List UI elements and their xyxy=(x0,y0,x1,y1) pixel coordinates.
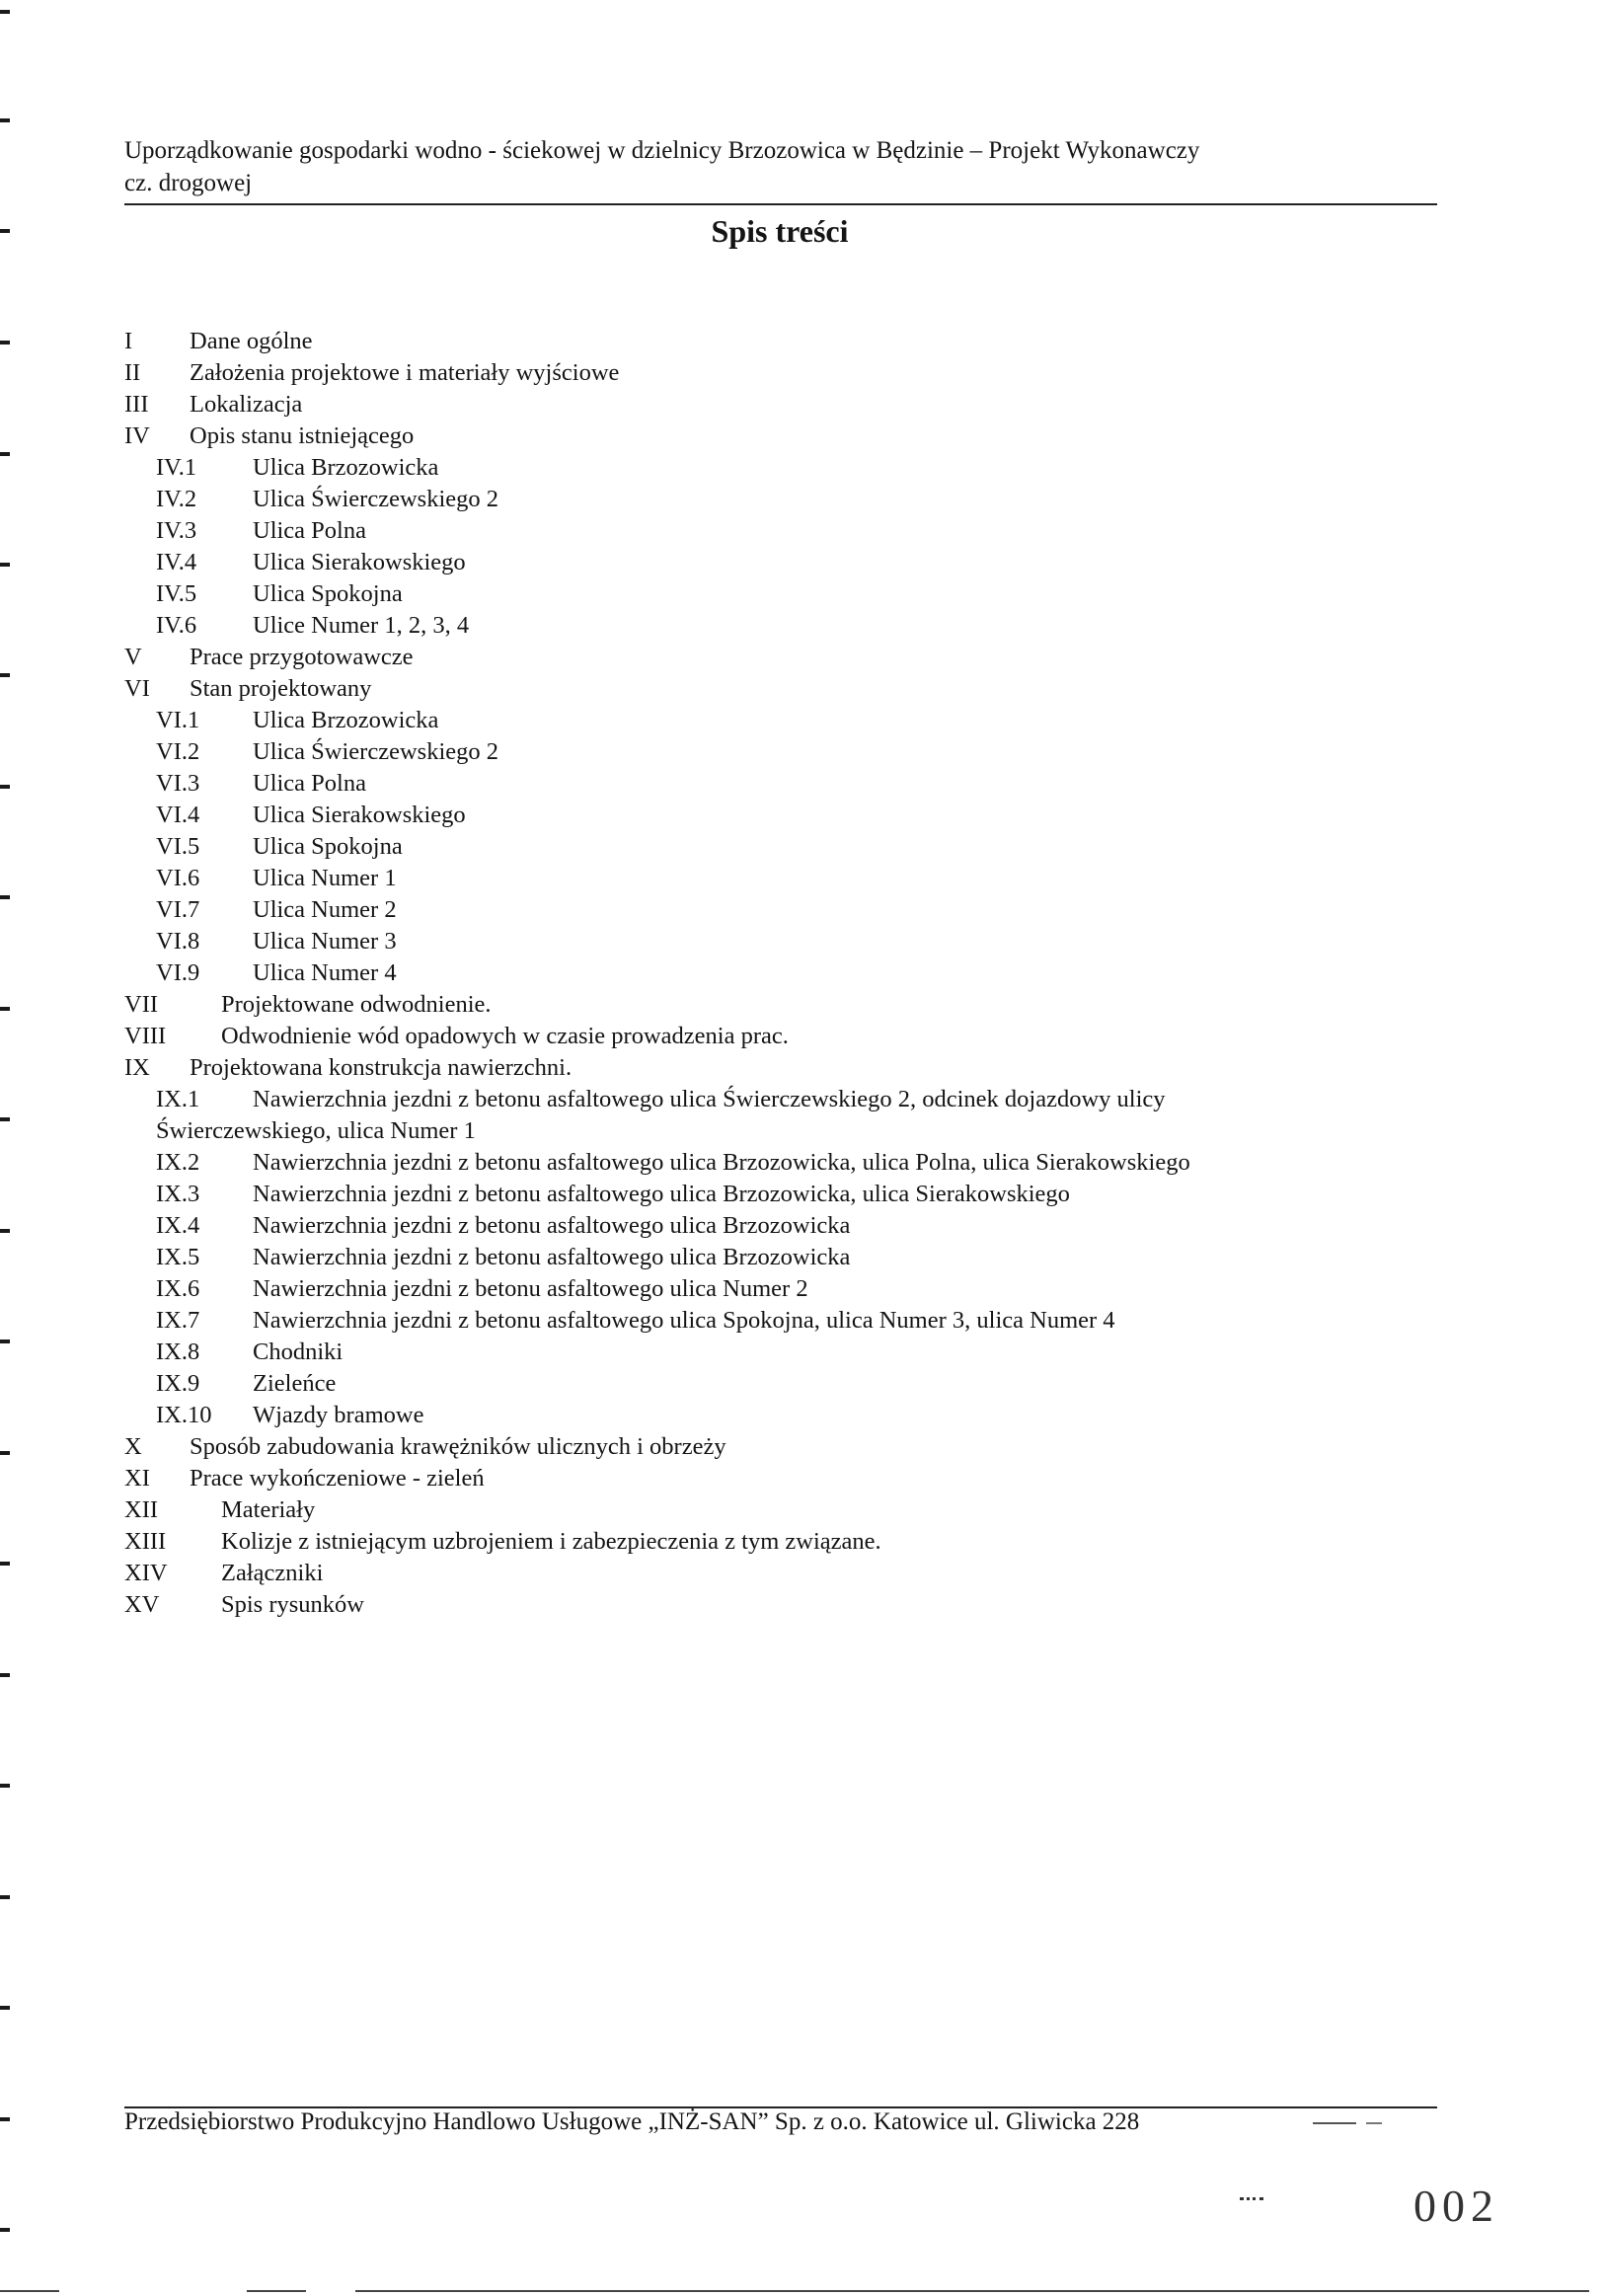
toc-text: Spis rysunków xyxy=(221,1591,364,1618)
toc-subentry xyxy=(124,1084,1447,1147)
toc-number: IX.10 xyxy=(156,1402,212,1428)
toc-number: VI.3 xyxy=(156,770,200,797)
toc-text: Ulica Polna xyxy=(253,770,366,797)
page-number: 002 xyxy=(1413,2181,1499,2231)
toc-number: IV.2 xyxy=(156,486,197,512)
scan-edge-mark xyxy=(0,2228,10,2232)
toc-number: VIII xyxy=(124,1023,167,1049)
toc-number: IX xyxy=(124,1054,150,1081)
toc-subentry xyxy=(124,1210,1447,1242)
toc-subentry xyxy=(124,768,1447,800)
toc-text: Ulica Świerczewskiego 2 xyxy=(253,738,498,765)
toc-subentry xyxy=(124,1305,1447,1337)
footer-dash-mark xyxy=(1366,2122,1382,2124)
toc-entry xyxy=(124,326,1447,357)
toc-text: Prace wykończeniowe - zieleń xyxy=(190,1465,485,1492)
toc-subentry xyxy=(124,736,1447,768)
toc-subentry xyxy=(124,1337,1447,1368)
toc-text: Ulica Brzozowicka xyxy=(253,454,439,481)
scan-edge-mark xyxy=(0,10,10,14)
toc-text: Sposób zabudowania krawężników ulicznych i obrzeży xyxy=(190,1433,726,1460)
toc-entry xyxy=(124,1494,1447,1526)
scan-edge-mark xyxy=(0,1451,10,1455)
toc-subentry xyxy=(124,484,1447,515)
toc-text: Ulica Numer 3 xyxy=(253,928,397,955)
toc-subentry xyxy=(124,1368,1447,1400)
page-title: Spis treści xyxy=(711,213,849,249)
scan-edge-mark xyxy=(0,673,10,677)
toc-number: IX.9 xyxy=(156,1370,200,1397)
toc-number: IV.4 xyxy=(156,549,197,575)
toc-number: II xyxy=(124,359,141,386)
toc-text: Projektowana konstrukcja nawierzchni. xyxy=(190,1054,572,1081)
toc-subentry xyxy=(124,1179,1447,1210)
toc-text: Dane ogólne xyxy=(190,328,313,354)
toc-entry xyxy=(124,1526,1447,1558)
toc-number: XIV xyxy=(124,1560,168,1586)
toc-number: VI.4 xyxy=(156,802,200,828)
scan-edge-mark xyxy=(0,1339,10,1343)
toc-number: VI.1 xyxy=(156,707,200,733)
toc-text: Ulica Spokojna xyxy=(253,833,403,860)
scan-edge-mark xyxy=(0,341,10,344)
toc-number: IV.5 xyxy=(156,580,197,607)
toc-number: VI.9 xyxy=(156,959,200,986)
scan-edge-mark xyxy=(0,1229,10,1233)
toc-number: IV.1 xyxy=(156,454,197,481)
toc-number: IX.3 xyxy=(156,1181,200,1207)
toc-number: VI.7 xyxy=(156,896,200,923)
toc-number: IX.4 xyxy=(156,1212,200,1239)
toc-number: XI xyxy=(124,1465,150,1492)
scan-speck xyxy=(1240,2197,1263,2204)
toc-subentry xyxy=(124,610,1447,642)
toc-number: XIII xyxy=(124,1528,167,1555)
toc-text: Załączniki xyxy=(221,1560,324,1586)
toc-number: VI.8 xyxy=(156,928,200,955)
toc-number: X xyxy=(124,1433,142,1460)
toc-text: Ulica Świerczewskiego 2 xyxy=(253,486,498,512)
running-header xyxy=(124,134,1437,199)
header-line-2: cz. drogowej xyxy=(124,170,253,196)
toc-text: Opis stanu istniejącego xyxy=(190,422,415,449)
toc-number: IX.8 xyxy=(156,1339,200,1365)
toc-text: Projektowane odwodnienie. xyxy=(221,991,492,1018)
toc-text: Ulica Numer 4 xyxy=(253,959,397,986)
toc-number: VI.2 xyxy=(156,738,200,765)
toc-text: Ulica Polna xyxy=(253,517,366,544)
toc-subentry xyxy=(124,547,1447,578)
scan-edge-mark xyxy=(0,563,10,567)
toc-text: Wjazdy bramowe xyxy=(253,1402,424,1428)
toc-text: Lokalizacja xyxy=(190,391,303,418)
toc-number: IV.6 xyxy=(156,612,197,639)
toc-number: IV xyxy=(124,422,150,449)
toc-number: IV.3 xyxy=(156,517,197,544)
toc-text: Ulice Numer 1, 2, 3, 4 xyxy=(253,612,470,639)
toc-number: XII xyxy=(124,1496,159,1523)
toc-text: Ulica Numer 2 xyxy=(253,896,397,923)
scan-edge-mark xyxy=(0,1895,10,1899)
toc-text: Ulica Sierakowskiego xyxy=(253,802,466,828)
scan-edge-mark xyxy=(0,2117,10,2121)
toc-subentry xyxy=(124,578,1447,610)
toc-entry xyxy=(124,389,1447,421)
toc-text: Założenia projektowe i materiały wyjściowe xyxy=(190,359,620,386)
toc-entry xyxy=(124,673,1447,705)
toc-entry xyxy=(124,421,1447,452)
toc-text: Ulica Sierakowskiego xyxy=(253,549,466,575)
toc-text: Kolizje z istniejącym uzbrojeniem i zabezpieczenia z tym związane. xyxy=(221,1528,881,1555)
scan-edge-mark xyxy=(0,1673,10,1677)
toc-subentry xyxy=(124,894,1447,926)
toc-number: IX.1 xyxy=(156,1086,200,1112)
toc-subentry xyxy=(124,1242,1447,1273)
header-rule xyxy=(124,203,1437,205)
scan-edge-mark xyxy=(0,1007,10,1011)
toc-subentry xyxy=(124,863,1447,894)
toc-number: IX.5 xyxy=(156,1244,200,1270)
scan-edge-mark xyxy=(0,118,10,122)
toc-entry xyxy=(124,1021,1447,1052)
toc-subentry xyxy=(124,957,1447,989)
scan-bottom-edge xyxy=(0,2290,59,2292)
table-of-contents xyxy=(124,326,1447,1621)
toc-text: Ulica Numer 1 xyxy=(253,865,397,891)
scan-edge-mark xyxy=(0,2006,10,2010)
scan-edge-mark xyxy=(0,1562,10,1566)
toc-text: Odwodnienie wód opadowych w czasie prowadzenia prac. xyxy=(221,1023,789,1049)
toc-subentry xyxy=(124,800,1447,831)
toc-text: Nawierzchnia jezdni z betonu asfaltowego ulica Numer 2 xyxy=(253,1275,808,1302)
toc-number: VII xyxy=(124,991,159,1018)
toc-text: Nawierzchnia jezdni z betonu asfaltowego ulica Świerczewskiego 2, odcinek dojazdowy ulicy xyxy=(253,1086,1166,1112)
toc-text: Chodniki xyxy=(253,1339,344,1365)
toc-text-continuation: Świerczewskiego, ulica Numer 1 xyxy=(156,1117,476,1144)
scan-bottom-edge xyxy=(247,2290,306,2292)
toc-subentry xyxy=(124,926,1447,957)
toc-subentry xyxy=(124,705,1447,736)
toc-entry xyxy=(124,1052,1447,1084)
scan-edge-mark xyxy=(0,785,10,789)
toc-entry xyxy=(124,1589,1447,1621)
toc-entry xyxy=(124,1558,1447,1589)
toc-text: Ulica Brzozowicka xyxy=(253,707,439,733)
toc-text: Nawierzchnia jezdni z betonu asfaltowego ulica Spokojna, ulica Numer 3, ulica Numer 4 xyxy=(253,1307,1115,1334)
footer-dash-mark xyxy=(1313,2122,1356,2124)
scan-edge-mark xyxy=(0,895,10,899)
toc-number: XV xyxy=(124,1591,160,1618)
toc-text: Zieleńce xyxy=(253,1370,337,1397)
toc-number: VI.5 xyxy=(156,833,200,860)
scan-edge-mark xyxy=(0,1784,10,1788)
toc-entry xyxy=(124,642,1447,673)
toc-subentry xyxy=(124,831,1447,863)
toc-number: VI xyxy=(124,675,150,702)
toc-number: III xyxy=(124,391,149,418)
toc-subentry xyxy=(124,452,1447,484)
toc-number: IX.6 xyxy=(156,1275,200,1302)
toc-subentry xyxy=(124,1273,1447,1305)
toc-text: Prace przygotowawcze xyxy=(190,644,414,670)
toc-number: VI.6 xyxy=(156,865,200,891)
toc-subentry xyxy=(124,515,1447,547)
toc-text: Nawierzchnia jezdni z betonu asfaltowego ulica Brzozowicka xyxy=(253,1212,851,1239)
toc-entry xyxy=(124,989,1447,1021)
scan-edge-mark xyxy=(0,452,10,456)
scan-bottom-edge xyxy=(355,2290,1589,2292)
toc-number: IX.7 xyxy=(156,1307,200,1334)
toc-text: Stan projektowany xyxy=(190,675,372,702)
toc-text: Ulica Spokojna xyxy=(253,580,403,607)
toc-entry xyxy=(124,357,1447,389)
toc-entry xyxy=(124,1431,1447,1463)
page-footer: Przedsiębiorstwo Produkcyjno Handlowo Usługowe „INŻ-SAN” Sp. z o.o. Katowice ul. Gliwicka 228 xyxy=(124,2108,1140,2135)
scan-edge-mark xyxy=(0,1117,10,1121)
toc-text: Nawierzchnia jezdni z betonu asfaltowego ulica Brzozowicka xyxy=(253,1244,851,1270)
toc-number: I xyxy=(124,328,133,354)
header-line-1: Uporządkowanie gospodarki wodno - ściekowej w dzielnicy Brzozowica w Będzinie – Projekt Wykonawczy xyxy=(124,137,1200,164)
toc-text: Materiały xyxy=(221,1496,316,1523)
toc-number: IX.2 xyxy=(156,1149,200,1176)
toc-entry xyxy=(124,1463,1447,1494)
toc-number: V xyxy=(124,644,142,670)
toc-text: Nawierzchnia jezdni z betonu asfaltowego ulica Brzozowicka, ulica Polna, ulica Sierakowskiego xyxy=(253,1149,1190,1176)
toc-subentry xyxy=(124,1147,1447,1179)
toc-subentry xyxy=(124,1400,1447,1431)
toc-text: Nawierzchnia jezdni z betonu asfaltowego ulica Brzozowicka, ulica Sierakowskiego xyxy=(253,1181,1070,1207)
